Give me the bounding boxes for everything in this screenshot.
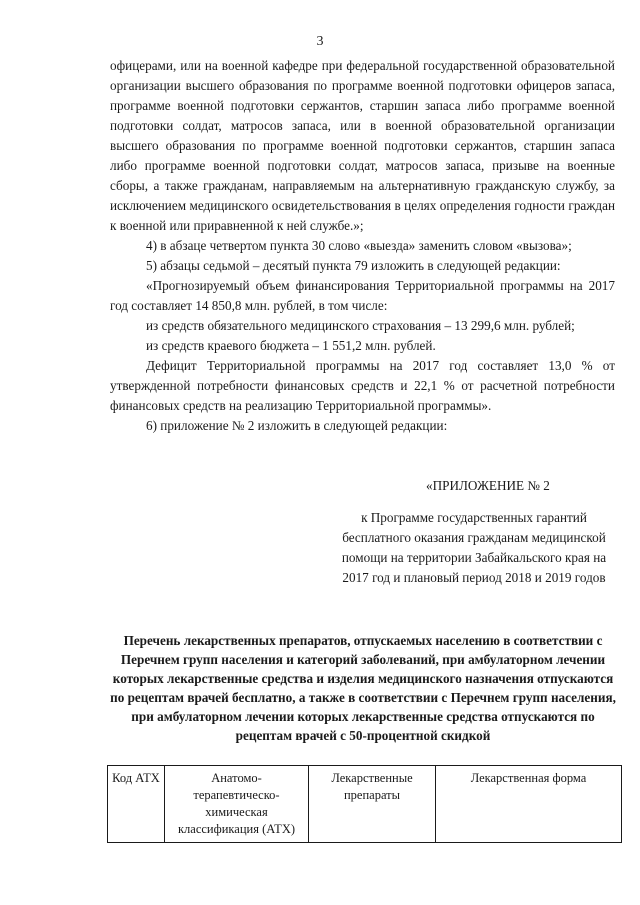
- appendix-header: [340, 476, 608, 588]
- column-header-form: Лекарственная форма: [436, 766, 622, 843]
- body-text: [110, 56, 615, 436]
- paragraph-item-5: 5) абзацы седьмой – десятый пункта 79 изложить в следующей редакции:: [146, 258, 561, 273]
- paragraph-item-4: 4) в абзаце четвертом пункта 30 слово «выезда» заменить словом «вызова»;: [146, 238, 572, 253]
- appendix-title: «ПРИЛОЖЕНИЕ № 2: [426, 478, 550, 493]
- column-header-code: Код АТХ: [108, 766, 165, 843]
- table-header-row: [108, 766, 622, 843]
- paragraph-continuation: офицерами, или на военной кафедре при федеральной государственной образовательной организации высшего образования по программе военной подготовки офицеров запаса, программе военной подготовки сержантов, старшин запаса либо программе военной подготовки солдат, матросов запаса, или в военной образовательной организации высшего образования по программе военной подготовки сержантов, старшин запаса либо программе военной подготовки солдат, матросов запаса, призыве на военные сборы, а также гражданам, направляемым на альтернативную гражданскую службу, за исключением медицинского освидетельствования в целях определения годности граждан к военной или приравненной к ней службе.»;: [110, 58, 615, 233]
- paragraph-item-6: 6) приложение № 2 изложить в следующей редакции:: [146, 418, 448, 433]
- document-title: Перечень лекарственных препаратов, отпускаемых населению в соответствии с Перечнем групп населения и категорий заболеваний, при амбулаторном лечении которых лекарственные средства и изделия медицинского назначения отпускаются по рецептам врачей бесплатно, а также в соответствии с Перечнем групп населения, при амбулаторном лечении которых лекарственные средства отпускаются по рецептам врачей с 50-процентной скидкой: [110, 633, 616, 743]
- paragraph-budget: из средств краевого бюджета – 1 551,2 млн. рублей.: [146, 338, 436, 353]
- paragraph-financing: «Прогнозируемый объем финансирования Территориальной программы на 2017 год составляет 14 850,8 млн. рублей, в том числе:: [110, 278, 615, 313]
- page-number: 3: [316, 34, 324, 49]
- column-header-drugs: Лекарственные препараты: [309, 766, 436, 843]
- medicines-table: [107, 765, 622, 843]
- column-header-classification: Анатомо-терапевтическо-химическая классификация (АТХ): [165, 766, 309, 843]
- paragraph-deficit: Дефицит Территориальной программы на 2017 год составляет 13,0 % от утвержденной потребности финансовых средств и 22,1 % от расчетной потребности финансовых средств на реализацию Территориальной программы».: [110, 358, 615, 413]
- appendix-subtitle: к Программе государственных гарантий бесплатного оказания гражданам медицинской помощи на территории Забайкальского края на 2017 год и плановый период 2018 и 2019 годов: [341, 510, 607, 585]
- paragraph-oms: из средств обязательного медицинского страхования – 13 299,6 млн. рублей;: [146, 318, 575, 333]
